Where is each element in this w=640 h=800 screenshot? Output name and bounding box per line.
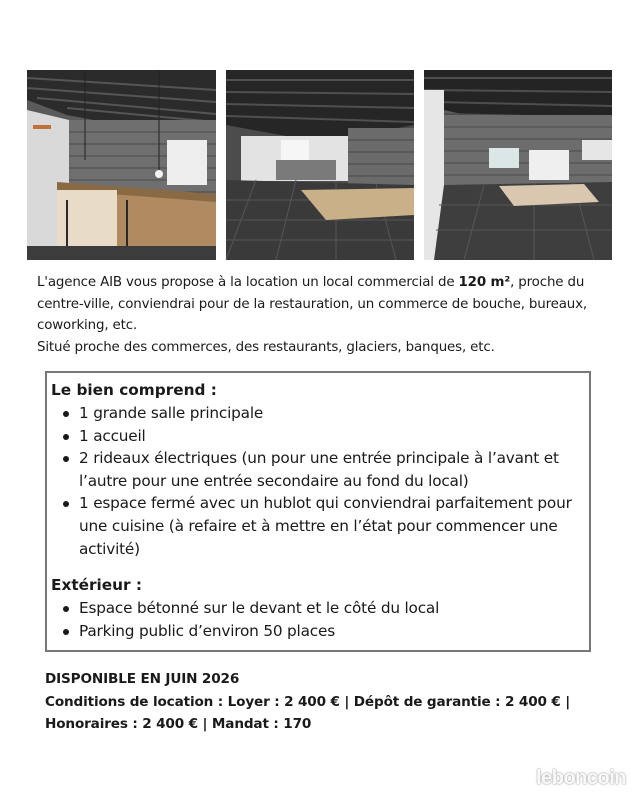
availability-date: DISPONIBLE EN JUIN 2026 bbox=[45, 671, 240, 687]
intro-text-end: , proche du centre-ville, conviendrai pour de la restauration, un commerce de bouche, bureaux, coworking, etc. bbox=[37, 275, 588, 333]
exterior-title: Extérieur : bbox=[51, 576, 143, 595]
exterior-list bbox=[51, 597, 583, 642]
surface-area: 120 m² bbox=[458, 275, 511, 290]
intro-text-start: L'agence AIB vous propose à la location un local commercial de bbox=[37, 275, 459, 290]
photo-main-hall bbox=[226, 70, 414, 260]
features-list bbox=[51, 402, 583, 560]
features-title: Le bien comprend : bbox=[51, 381, 217, 399]
conditions-line: Conditions de location : Loyer : 2 400 € | Dépôt de garantie : 2 400 € | bbox=[45, 693, 571, 710]
feature-item: 1 espace fermé avec un hublot qui conviendrai parfaitement pour une cuisine (à refaire et à mettre en l’état pour commencer une activité) bbox=[79, 492, 583, 560]
location-line: Situé proche des commerces, des restaurants, glaciers, banques, etc. bbox=[37, 339, 495, 355]
feature-item: 2 rideaux électriques (un pour une entrée principale à l’avant et l’autre pour une entrée secondaire au fond du local) bbox=[79, 447, 583, 492]
photo-open-space bbox=[424, 70, 612, 260]
leboncoin-watermark: leboncoin bbox=[536, 767, 626, 789]
exterior-item: Parking public d’environ 50 places bbox=[79, 620, 583, 643]
exterior-item: Espace bétonné sur le devant et le côté du local bbox=[79, 597, 583, 620]
rental-conditions bbox=[45, 668, 605, 736]
feature-item: 1 accueil bbox=[79, 425, 583, 448]
features-box bbox=[45, 371, 591, 652]
intro-paragraph bbox=[37, 272, 612, 337]
conditions-line: Honoraires : 2 400 € | Mandat : 170 bbox=[45, 716, 312, 732]
listing-description bbox=[37, 272, 612, 358]
feature-item: 1 grande salle principale bbox=[79, 402, 583, 425]
photo-strip bbox=[27, 70, 612, 260]
photo-bar-counter bbox=[27, 70, 216, 260]
